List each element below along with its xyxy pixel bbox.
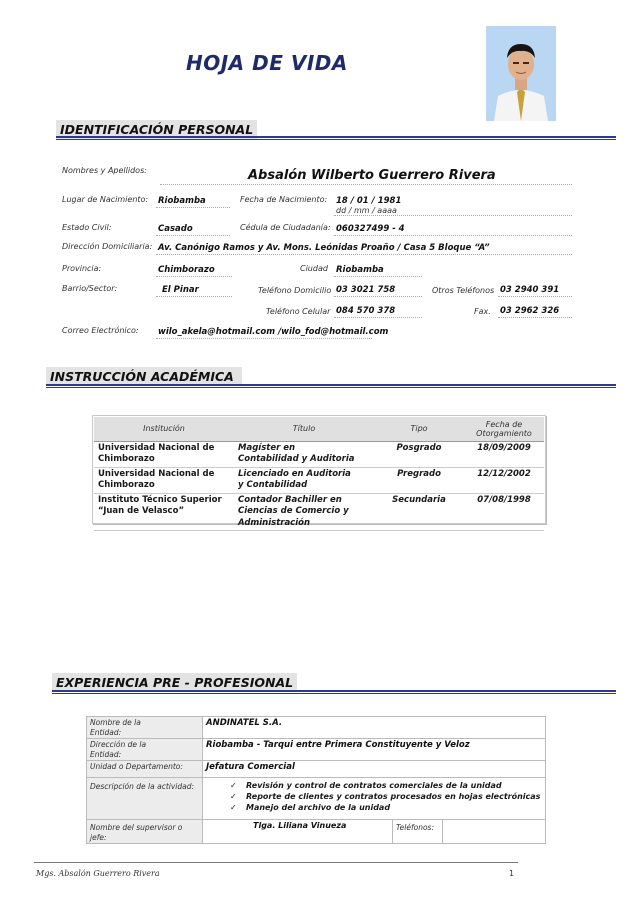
fax-label: Fax. [474,307,491,316]
section-divider [56,136,616,140]
cell-titulo: Licenciado en Auditoria y Contabilidad [234,467,374,493]
cell-fecha: 18/09/2009 [464,441,544,467]
direccion-value: Av. Canónigo Ramos y Av. Mons. Leónidas Proaño / Casa 5 Bloque “A” [158,243,490,253]
check-icon: ✓ [230,792,237,801]
underline [156,254,572,255]
unidad-value: Jefatura Comercial [203,761,546,778]
footer-signature: Mgs. Absalón Guerrero Rivera [36,869,160,878]
telefono-celular-value: 084 570 378 [336,306,396,316]
correo-label: Correo Electrónico: [62,326,139,335]
fax-value: 03 2962 326 [500,306,560,316]
telefonos-value [443,820,546,844]
direccion-entidad-label: Dirección de la Entidad: [87,739,203,761]
underline [334,276,422,277]
fecha-nacimiento-value: 18 / 01 / 1981 [336,196,402,206]
telefonos-label: Teléfonos: [393,820,443,844]
direccion-label: Dirección Domiciliaria: [62,242,153,251]
cedula-value: 060327499 - 4 [336,224,405,234]
section-divider [46,384,616,388]
check-icon: ✓ [230,803,237,812]
underline [334,215,572,216]
underline [156,276,232,277]
education-table [94,417,544,531]
cell-tipo: Posgrado [374,441,464,467]
provincia-label: Provincia: [62,264,102,273]
document-title: HOJA DE VIDA [186,51,348,75]
ciudad-label: Ciudad [300,264,328,273]
ciudad-value: Riobamba [336,265,384,275]
page-number: 1 [509,869,515,878]
table-row [87,739,546,761]
telefono-celular-label: Teléfono Celular [266,307,331,316]
cell-tipo: Pregrado [374,467,464,493]
actividad-list-cell [203,778,546,820]
col-titulo: Título [234,417,374,441]
cedula-label: Cédula de Ciudadanía: [240,223,331,232]
lugar-nacimiento-label: Lugar de Nacimiento: [62,195,149,204]
correo-value: wilo_akela@hotmail.com /wilo_fod@hotmail.com [158,327,389,337]
cell-titulo: Contador Bachiller en Ciencias de Comercio y Administración [234,493,374,531]
lugar-nacimiento-value: Riobamba [158,196,206,206]
direccion-entidad-value: Riobamba - Tarqui entre Primera Constituyente y Veloz [203,739,546,761]
underline [498,296,572,297]
check-icon: ✓ [230,781,237,790]
list-item: ✓ Manejo del archivo de la unidad [230,803,391,812]
underline [498,317,572,318]
otros-telefonos-value: 03 2940 391 [500,285,560,295]
table-row [87,820,546,844]
list-item: ✓ Reporte de clientes y contratos procesados en hojas electrónicas [230,792,541,801]
underline [156,235,230,236]
section-instruccion-heading: INSTRUCCIÓN ACADÉMICA [46,367,242,386]
estado-civil-value: Casado [158,224,193,234]
cell-fecha: 12/12/2002 [464,467,544,493]
cell-institucion: Universidad Nacional de Chimborazo [94,441,234,467]
education-table-header [94,417,544,441]
cell-titulo: Magíster en Contabilidad y Auditoria [234,441,374,467]
cell-institucion: Instituto Técnico Superior “Juan de Velasco” [94,493,234,531]
table-row [94,467,544,493]
entidad-value: ANDINATEL S.A. [203,717,546,739]
table-row [87,761,546,778]
underline [156,207,230,208]
table-row [87,717,546,739]
barrio-value: El Pinar [162,285,199,295]
underline [156,338,372,339]
col-institucion: Institución [94,417,234,441]
actividad-list [206,780,542,813]
section-divider [52,690,616,694]
barrio-label: Barrio/Sector: [62,284,118,293]
col-fecha-line1: Fecha de [485,419,523,429]
supervisor-value: Tlga. Liliana Vinueza [203,820,393,844]
table-row [94,493,544,531]
nombres-label: Nombres y Apellidos: [62,166,147,175]
person-photo-icon [486,26,556,121]
supervisor-label: Nombre del supervisor o jefe: [87,820,203,844]
unidad-label: Unidad o Departamento: [87,761,203,778]
col-tipo: Tipo [374,417,464,441]
underline [160,184,572,185]
entidad-label: Nombre de la Entidad: [87,717,203,739]
cell-fecha: 07/08/1998 [464,493,544,531]
col-fecha-line2: Otorgamiento [476,428,532,438]
telefono-domicilio-value: 03 3021 758 [336,285,396,295]
estado-civil-label: Estado Civil: [62,223,112,232]
underline [334,317,422,318]
section-identificacion-heading: IDENTIFICACIÓN PERSONAL [56,120,257,139]
experience-table [86,716,546,844]
table-row [94,441,544,467]
table-row [87,778,546,820]
otros-telefonos-label: Otros Teléfonos [432,286,495,295]
underline [156,296,232,297]
footer-divider [34,862,518,863]
underline [334,296,422,297]
provincia-value: Chimborazo [158,265,215,275]
col-fecha [464,417,544,441]
telefono-domicilio-label: Teléfono Domicilio [258,286,332,295]
cell-institucion: Universidad Nacional de Chimborazo [94,467,234,493]
underline [334,235,572,236]
actividad-label: Descripción de la actividad: [87,778,203,820]
list-item: ✓ Revisión y control de contratos comerciales de la unidad [230,781,502,790]
nombres-value: Absalón Wilberto Guerrero Rivera [248,168,496,183]
cell-tipo: Secundaria [374,493,464,531]
section-experiencia-heading: EXPERIENCIA PRE - PROFESIONAL [52,673,297,692]
profile-photo [486,26,556,121]
fecha-format-hint: dd / mm / aaaa [336,206,397,215]
fecha-nacimiento-label: Fecha de Nacimiento: [240,195,328,204]
